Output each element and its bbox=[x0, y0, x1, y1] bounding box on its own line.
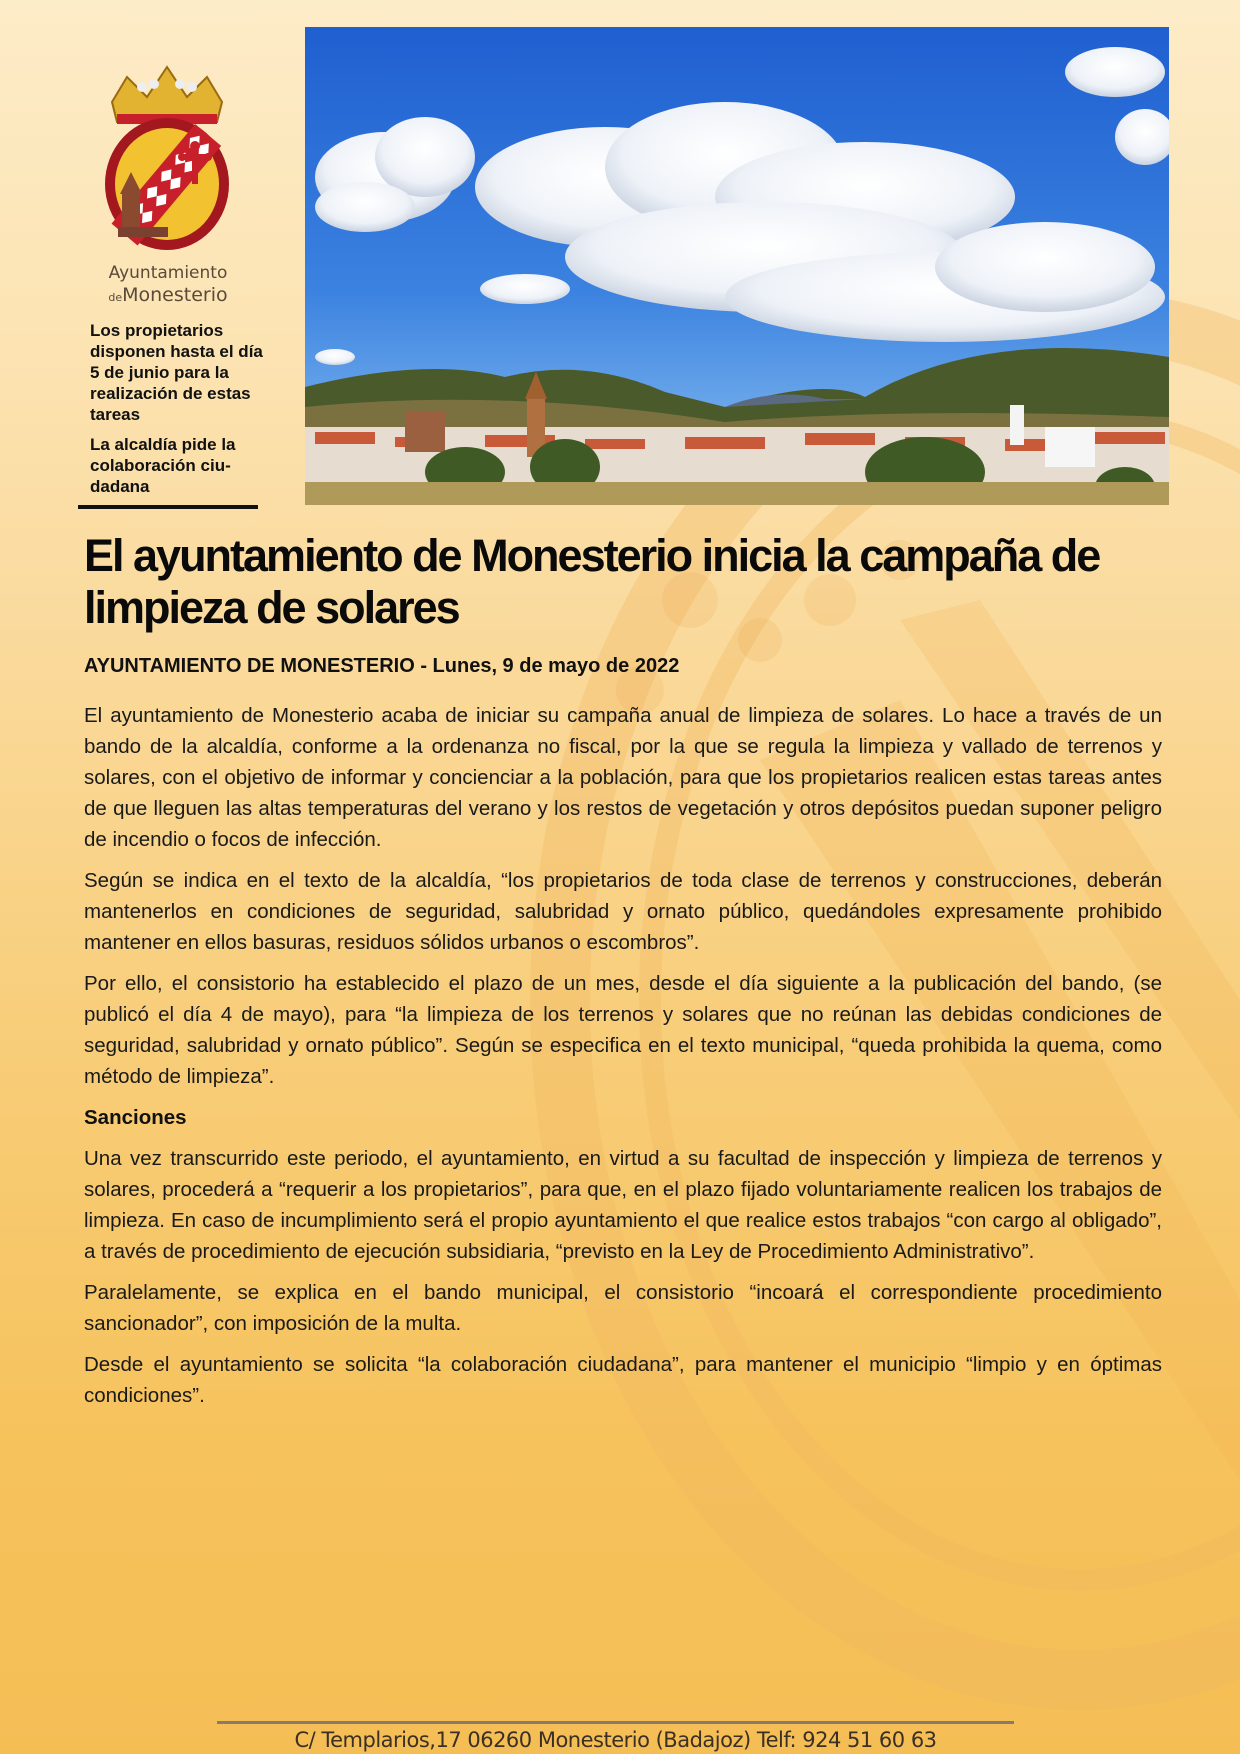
sidebar-divider bbox=[78, 505, 258, 509]
municipal-crest-logo bbox=[92, 62, 242, 252]
logo-line2-prefix: de bbox=[108, 291, 123, 304]
logo-wordmark bbox=[78, 262, 258, 309]
highlight-deadline: Los propietarios disponen hasta el día 5 de junio para la realización de estas tareas bbox=[90, 321, 263, 424]
article-body bbox=[84, 700, 1162, 1421]
article-paragraph: Desde el ayuntamiento se solicita “la colaboración ciudadana”, para mantener el municipio “limpio y en óptimas condiciones”. bbox=[84, 1353, 1162, 1407]
article-paragraph: Según se indica en el texto de la alcaldía, “los propietarios de toda clase de terrenos y construcciones, deberán mantenerlos en condiciones de seguridad, salubridad y ornato público, quedándoles expresamente prohibido mantener en ellos basuras, residuos sólidos urbanos o escombros”. bbox=[84, 869, 1162, 954]
logo-line2: Monesterio bbox=[122, 284, 228, 306]
footer-divider bbox=[217, 1721, 1014, 1724]
section-heading-sanciones: Sanciones bbox=[84, 1106, 187, 1129]
article-paragraph: Una vez transcurrido este periodo, el ayuntamiento, en virtud a su facultad de inspección y limpieza de terrenos y solares, procederá a “requerir a los propietarios”, para que, en el plazo fijado voluntariamente realicen los trabajos de limpieza. En caso de incumplimiento será el propio ayuntamiento el que realice estos trabajos “con cargo al obligado”, a través de procedimiento de ejecución subsidiaria, “previsto en la Ley de Procedimiento Administrativo”. bbox=[84, 1147, 1162, 1263]
article-title: El ayuntamiento de Monesterio inicia la campaña de limpieza de solares bbox=[84, 530, 1100, 633]
article-paragraph: Por ello, el consistorio ha establecido el plazo de un mes, desde el día siguiente a la publicación del bando, (se publicó el día 4 de mayo), para “la limpieza de los terrenos y solares que no reúnan las debidas condiciones de seguridad, salubridad y ornato público”. Según se especifica en el texto municipal, “queda prohibida la quema, como método de limpieza”. bbox=[84, 972, 1162, 1088]
logo-line1: Ayuntamiento bbox=[108, 263, 228, 283]
article-paragraph: Paralelamente, se explica en el bando municipal, el consistorio “incoará el correspondiente procedimiento sancionador”, con imposición de la multa. bbox=[84, 1281, 1162, 1335]
footer-address: C/ Templarios,17 06260 Monesterio (Badajoz) Telf: 924 51 60 63 bbox=[294, 1728, 937, 1752]
crown-icon bbox=[112, 67, 222, 124]
article-byline: AYUNTAMIENTO DE MONESTERIO - Lunes, 9 de mayo de 2022 bbox=[84, 655, 680, 677]
highlight-collaboration: La alcaldía pide la colaboración ciu-dadana bbox=[90, 435, 236, 496]
article-paragraph: El ayuntamiento de Monesterio acaba de iniciar su campaña anual de limpieza de solares. Lo hace a través de un bando de la alcaldía, conforme a la ordenanza no fiscal, por la que se regula la limpieza y vallado de terrenos y solares, con el objetivo de informar y concienciar a la población, para que los propietarios realicen estas tareas antes de que lleguen las altas temperaturas del verano y los restos de vegetación y otros depósitos puedan suponer peligro de incendio o focos de infección. bbox=[84, 704, 1162, 851]
town-landscape-photo bbox=[305, 27, 1169, 505]
sidebar-highlights bbox=[90, 320, 265, 506]
